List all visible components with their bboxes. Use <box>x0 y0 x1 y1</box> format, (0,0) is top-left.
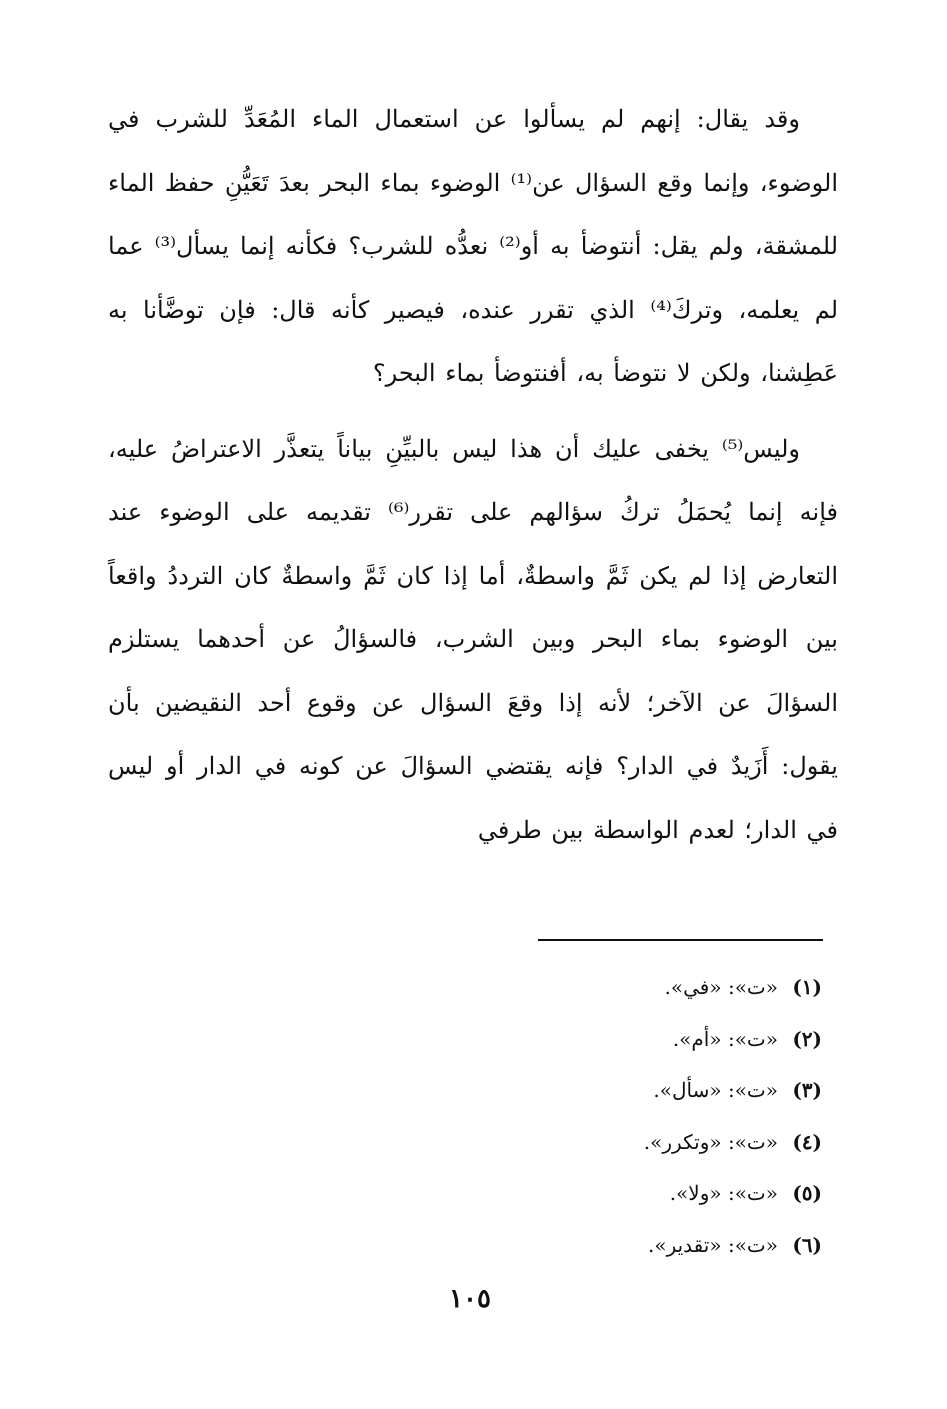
footnote-text: «ت»: «سأل». <box>653 1078 778 1102</box>
footnote-text: «ت»: «ولا». <box>669 1181 778 1205</box>
footnote-number: (٦) <box>792 1232 822 1257</box>
footnote-item <box>502 1117 822 1169</box>
footnote-separator <box>538 939 823 941</box>
paragraph <box>108 88 838 406</box>
footnotes-list <box>502 962 822 1271</box>
footnote-number: (٤) <box>792 1129 822 1154</box>
footnote-text: «ت»: «في». <box>664 975 778 999</box>
footnote-item <box>502 1168 822 1220</box>
footnote-item <box>502 1014 822 1066</box>
footnote-text: «ت»: «أم». <box>672 1026 778 1051</box>
paragraph <box>108 418 838 863</box>
paragraph-text: وقد يقال: إنهم لم يسألوا عن استعمال الماء المُعَدِّ للشرب في الوضوء، وإنما وقع السؤال عن⁽¹⁾ الوضوء بماء البحر بعدَ تَعَيُّنِ حفظ الماء للمشقة، ولم يقل: أنتوضأ به أو⁽²⁾ نعدُّه للشرب؟ فكأنه إنما يسأل⁽³⁾ عما لم يعلمه، وتركَ⁽⁴⁾ الذي تقرر عنده، فيصير كأنه قال: فإن توضَّأنا به عَطِشنا، ولكن لا نتوضأ به، أفنتوضأ بماء البحر؟ <box>108 105 839 387</box>
footnote-item <box>502 962 822 1014</box>
paragraph-text: وليس⁽⁵⁾ يخفى عليك أن هذا ليس بالبيِّنِ بياناً يتعذَّر الاعتراضُ عليه، فإنه إنما يُحمَلُ تركُ سؤالهم على تقرر⁽⁶⁾ تقديمه على الوضوء عند التعارض إذا لم يكن ثَمَّ واسطةٌ، أما إذا كان ثَمَّ واسطةٌ كان الترددُ واقعاً بين الوضوء بماء البحر وبين الشرب، فالسؤالُ عن أحدهما يستلزم السؤالَ عن الآخر؛ لأنه إذا وقعَ السؤال عن وقوع أحد النقيضين بأن يقول: أَزَيدٌ في الدار؟ فإنه يقتضي السؤالَ عن كونه في الدار أو ليس في الدار؛ لعدم الواسطة بين طرفي <box>108 434 838 844</box>
footnote-number: (١) <box>792 975 822 999</box>
footnote-number: (٣) <box>792 1078 822 1102</box>
page-number: ١٠٥ <box>449 1284 491 1314</box>
main-text <box>108 88 838 862</box>
footnote-text: «ت»: «تقدير». <box>647 1232 778 1257</box>
footnote-number: (٥) <box>792 1181 822 1205</box>
footnote-number: (٢) <box>792 1026 822 1051</box>
footnote-item <box>502 1220 822 1272</box>
footnote-item <box>502 1065 822 1117</box>
footnote-text: «ت»: «وتكرر». <box>643 1129 778 1154</box>
